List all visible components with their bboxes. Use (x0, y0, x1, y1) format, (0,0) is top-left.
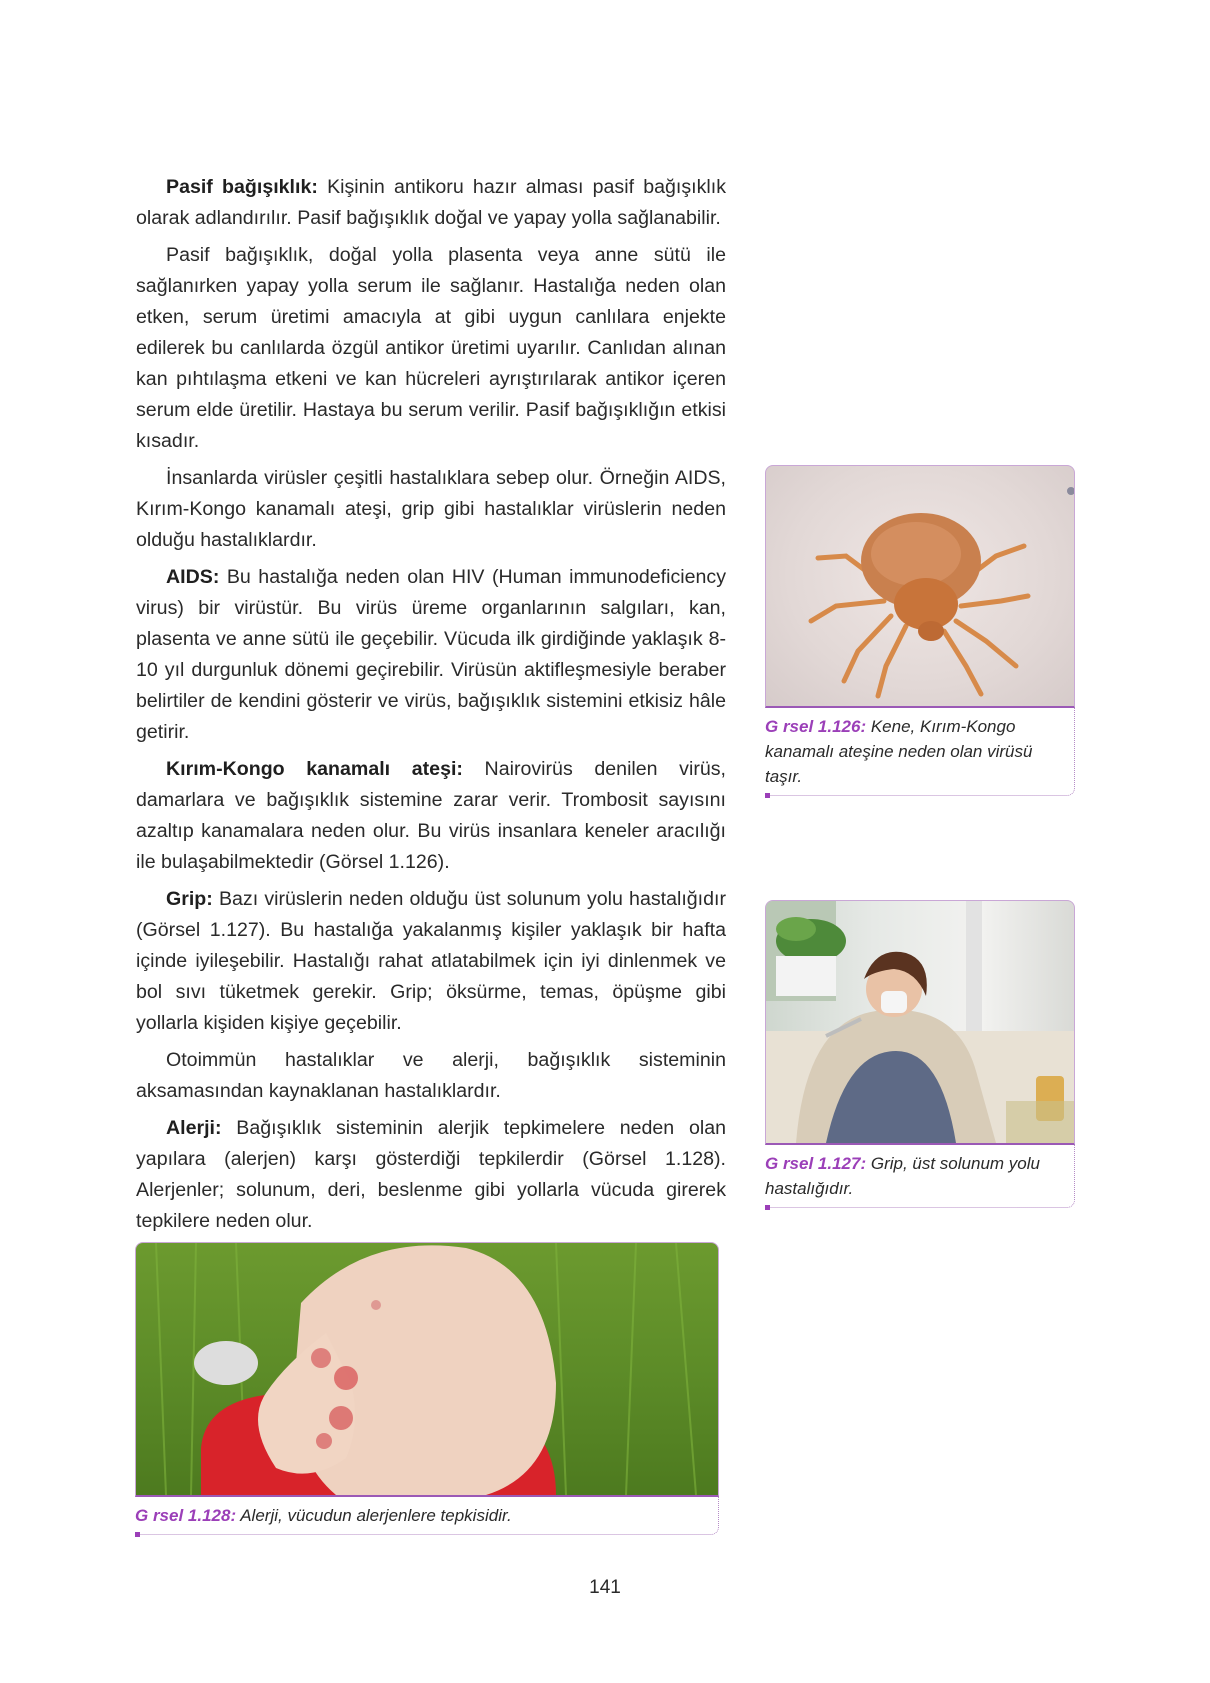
figure-number: G rsel 1.128: (135, 1506, 237, 1525)
caption-allergy (135, 1497, 719, 1535)
caption-text: Grip, üst solunum yolu hastalığıdır. (765, 1154, 1040, 1198)
paragraph-text: Bazı virüslerin neden olduğu üst solunum yolu hastalığıdır (Görsel 1.127). Bu hastalığa yakalanmış kişiler yaklaşık bir hafta içinde iyileşebilir. Hastalığı rahat atlatabilmek için iyi dinlenmek ve bol sıvı tüketmek gerekir. Grip; öksürme, temas, öpüşme gibi yollarla kişiden kişiye geçebilir. (136, 888, 726, 1034)
flu-photo (765, 900, 1075, 1145)
paragraph-viruses (136, 463, 726, 556)
paragraph-aids (136, 562, 726, 748)
paragraph-text: Bağışıklık sisteminin alerjik tepkimelere neden olan yapılara (alerjen) karşı gösterdiği tepkilerdir (Görsel 1.128). Alerjenler; solunum, deri, beslenme gibi yollarla vücuda girerek tepkilere neden olur. (136, 1117, 726, 1232)
allergy-photo (135, 1242, 719, 1497)
figure-number: G rsel 1.127: (765, 1154, 867, 1173)
figure-flu (765, 900, 1075, 1208)
paragraph-cchf (136, 754, 726, 878)
paragraph-text: İnsanlarda virüsler çeşitli hastalıklara sebep olur. Örneğin AIDS, Kırım-Kongo kanamalı ateşi, grip gibi hastalıklar virüslerin neden olduğu hastalıklardır. (136, 467, 726, 551)
tick-illustration (766, 466, 1075, 706)
flu-illustration (766, 901, 1075, 1143)
term-cchf: Kırım-Kongo kanamalı ateşi: (166, 758, 463, 780)
term-aids: AIDS: (166, 566, 220, 588)
page-number: 141 (589, 1577, 621, 1598)
caption-text: Alerji, vücudun alerjenlere tepkisidir. (236, 1506, 512, 1525)
term-flu: Grip: (166, 888, 213, 910)
figure-tick (765, 465, 1075, 796)
paragraph-text: Pasif bağışıklık, doğal yolla plasenta veya anne sütü ile sağlanırken yapay yolla serum ile sağlanır. Hastalığa neden olan etken, serum üretimi amacıyla at gibi uygun canlılara enjekte edilerek bu canlılarda özgül antikor üretimi uyarılır. Canlıdan alınan kan pıhtılaşma etkeni ve kan hücreleri ayrıştırılarak antikor içeren serum elde üretilir. Hastaya bu serum verilir. Pasif bağışıklığın etkisi kısadır. (136, 244, 726, 452)
paragraph-passive-immunity (136, 172, 726, 234)
term-passive-immunity: Pasif bağışıklık: (166, 176, 318, 198)
paragraph-autoimmune (136, 1045, 726, 1107)
paragraph-text: Bu hastalığa neden olan HIV (Human immunodeficiency virus) bir virüstür. Bu virüs üreme organlarının salgıları, kan, plasenta ve anne sütü ile geçebilir. Vücuda ilk girdiğinde yaklaşık 8-10 yıl durgunluk dönemi geçirebilir. Virüsün aktifleşmesiyle beraber belirtiler de kendini gösterir ve virüs, bağışıklık sistemini etkisiz hâle getirir. (136, 566, 726, 743)
paragraph-flu (136, 884, 726, 1039)
caption-tick (765, 708, 1075, 796)
main-text-column (136, 172, 726, 1243)
paragraph-allergy (136, 1113, 726, 1237)
figure-number: G rsel 1.126: (765, 717, 867, 736)
allergy-illustration (136, 1243, 719, 1495)
figure-allergy (135, 1242, 719, 1535)
tick-photo (765, 465, 1075, 708)
caption-text: Kene, Kırım-Kongo kanamalı ateşine neden olan virüsü taşır. (765, 717, 1033, 786)
paragraph-text: Kişinin antikoru hazır alması pasif bağışıklık olarak adlandırılır. Pasif bağışıklık doğal ve yapay yolla sağlanabilir. (136, 176, 726, 229)
caption-flu (765, 1145, 1075, 1208)
paragraph-passive-detail (136, 240, 726, 457)
paragraph-text: Otoimmün hastalıklar ve alerji, bağışıklık sisteminin aksamasından kaynaklanan hastalıklardır. (136, 1049, 726, 1102)
paragraph-text: Nairovirüs denilen virüs, damarlara ve bağışıklık sistemine zarar verir. Trombosit sayısını azaltıp kanamalara neden olur. Bu virüs insanlara keneler aracılığı ile bulaşabilmektedir (Görsel 1.126). (136, 758, 726, 873)
term-allergy: Alerji: (166, 1117, 222, 1139)
